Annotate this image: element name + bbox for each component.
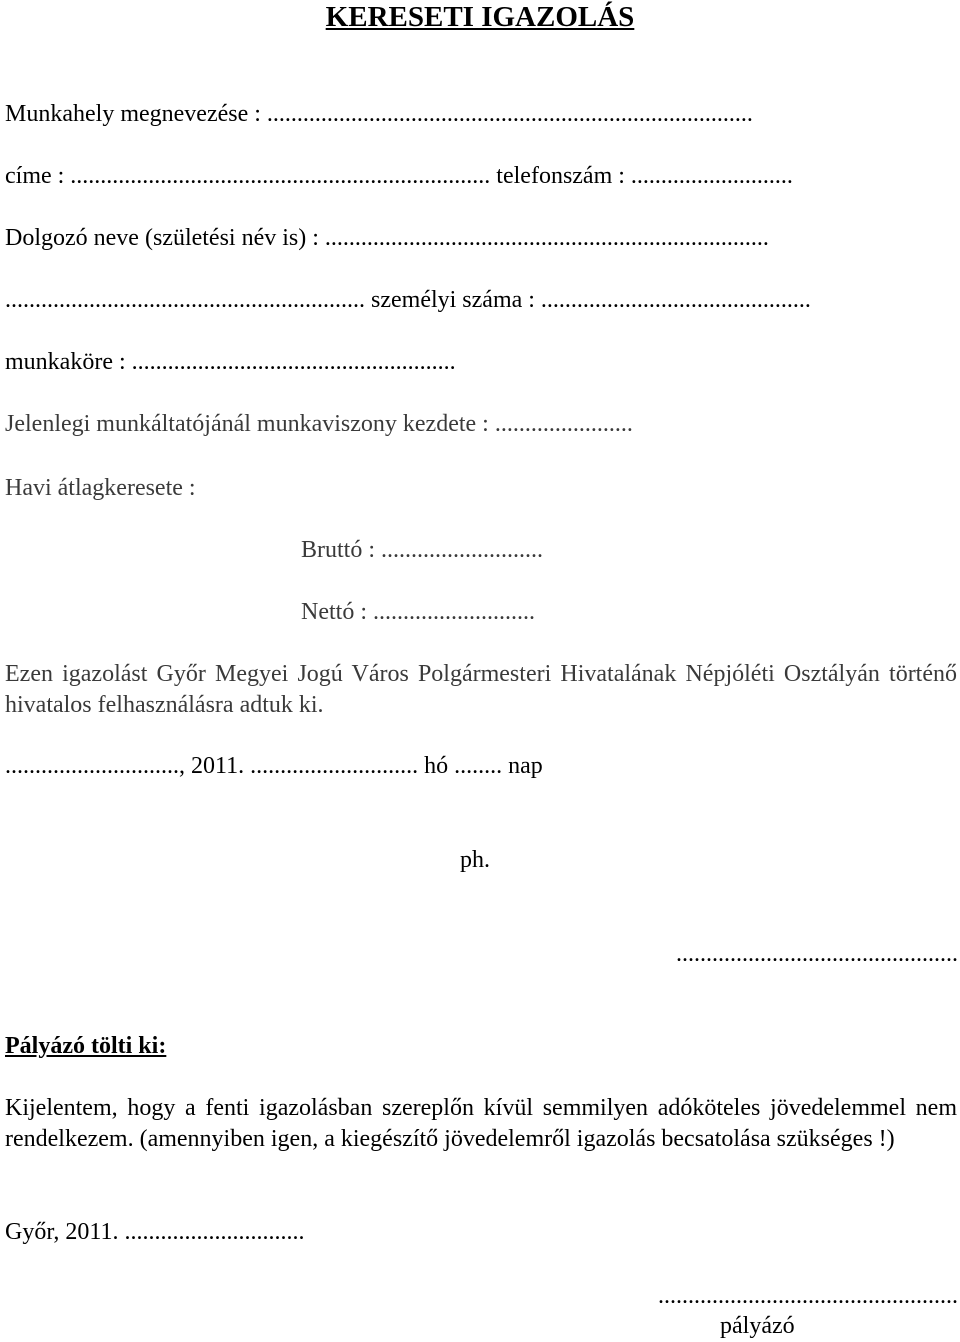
gross-income-field: Bruttó : ...........................	[301, 537, 544, 563]
employer-name-field: Munkahely megnevezése : .................................................................................	[5, 101, 753, 127]
purpose-paragraph: Ezen igazolást Győr Megyei Jogú Város Polgármesteri Hivatalának Népjóléti Osztályán történő hivatalos felhasználásra adtuk ki.	[5, 661, 957, 718]
employer-signature-line: ...............................................	[676, 941, 958, 967]
personal-id-field: ............................................................ személyi száma : .............................................	[5, 287, 811, 313]
net-income-field: Nettó : ...........................	[301, 599, 535, 625]
applicant-signature-line: ..................................................	[658, 1283, 958, 1309]
stamp-label: ph.	[460, 847, 490, 873]
employee-name-field: Dolgozó neve (születési név is) : ..........................................................................	[5, 225, 769, 251]
place-date-line: Győr, 2011. ..............................	[5, 1219, 305, 1245]
issue-date-line: ............................., 2011. ............................ hó ........ nap	[5, 753, 543, 779]
applicant-declaration: Kijelentem, hogy a fenti igazolásban szereplőn kívül semmilyen adóköteles jövedelemmel nem rendelkezem. (amennyiben igen, a kiegészítő jövedelemről igazolás becsatolása szükséges !)	[5, 1095, 957, 1152]
job-title-field: munkaköre : ......................................................	[5, 349, 456, 375]
applicant-section-title: Pályázó tölti ki:	[5, 1033, 167, 1059]
employer-address-field: címe : ...................................................................... telefonszám : ...........................	[5, 163, 793, 189]
document-title: KERESETI IGAZOLÁS	[325, 1, 635, 33]
employment-start-field: Jelenlegi munkáltatójánál munkaviszony kezdete : .......................	[5, 411, 633, 437]
applicant-label: pályázó	[720, 1313, 795, 1339]
average-income-label: Havi átlagkeresete :	[5, 475, 196, 501]
